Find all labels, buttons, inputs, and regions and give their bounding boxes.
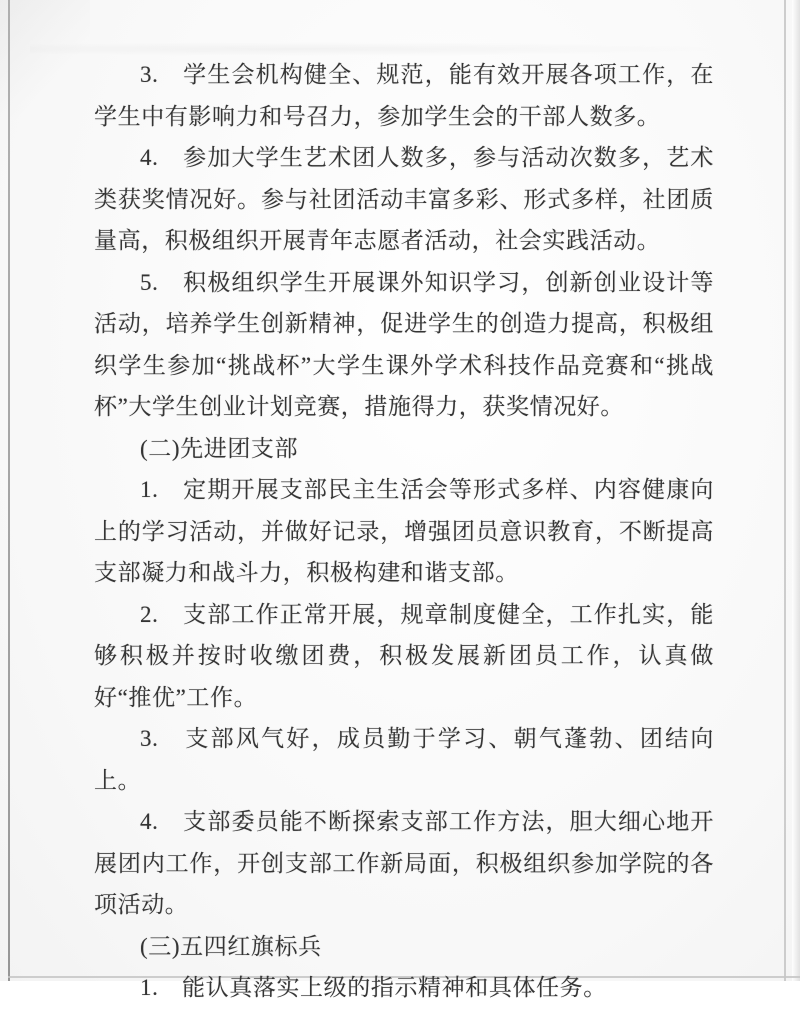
- paragraph-item-1b: 1. 能认真落实上级的指示精神和具体任务。: [140, 975, 607, 1000]
- paragraph-item-3: 3. 学生会机构健全、规范，能有效开展各项工作，在学生中有影响力和号召力，参加学生会的干部人数多。: [94, 62, 714, 129]
- paragraph-item-3b: 3. 支部风气好，成员勤于学习、朝气蓬勃、团结向上。: [94, 726, 714, 793]
- scan-edge-right-line: [784, 0, 786, 981]
- paragraph-item-4: 4. 参加大学生艺术团人数多，参与活动次数多，艺术类获奖情况好。参与社团活动丰富多彩、形式多样，社团质量高，积极组织开展青年志愿者活动，社会实践活动。: [94, 145, 714, 253]
- document-content: [94, 54, 714, 1009]
- paragraph-item-5: 5. 积极组织学生开展课外知识学习，创新创业设计等活动，培养学生创新精神，促进学生的创造力提高，积极组织学生参加“挑战杯”大学生课外学术科技作品竞赛和“挑战杯”大学生创业计划竞赛，措施得力，获奖情况好。: [94, 269, 714, 419]
- paragraph-item-4b: 4. 支部委员能不断探索支部工作方法，胆大细心地开展团内工作，开创支部工作新局面，积极组织参加学院的各项活动。: [94, 809, 714, 917]
- paragraph-item-1: 1. 定期开展支部民主生活会等形式多样、内容健康向上的学习活动，并做好记录，增强团员意识教育，不断提高支部凝力和战斗力，积极构建和谐支部。: [94, 477, 714, 585]
- paragraph-item-2: 2. 支部工作正常开展，规章制度健全，工作扎实，能够积极并按时收缴团费，积极发展新团员工作，认真做好“推优”工作。: [94, 601, 714, 710]
- section-heading-3: (三)五四红旗标兵: [140, 933, 322, 959]
- section-heading-2: (二)先进团支部: [140, 435, 299, 461]
- scan-edge-right-band: [792, 0, 800, 981]
- scan-smudge-corner: [0, 0, 90, 120]
- scan-edge-left: [8, 0, 10, 981]
